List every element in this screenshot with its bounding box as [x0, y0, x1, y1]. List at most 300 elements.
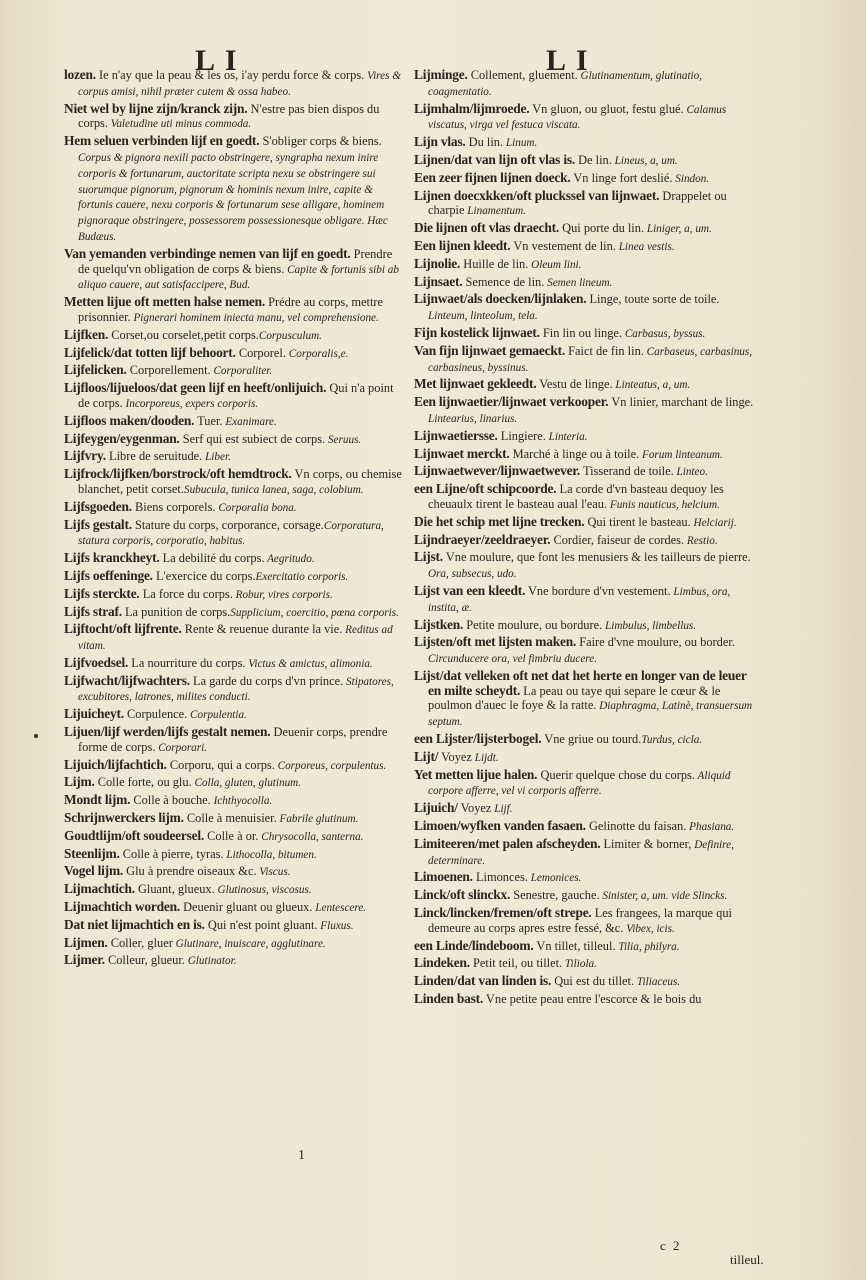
entry-latin: Corporalia bona. — [215, 501, 297, 514]
dictionary-entry — [414, 888, 754, 904]
dictionary-entry — [64, 918, 402, 934]
entry-latin: Restio. — [684, 534, 718, 547]
entry-french: Qui tirent le basteau. — [584, 514, 691, 529]
dictionary-entry — [414, 377, 754, 393]
entry-french: Les frangees, la marque qui demeure au corps apres estre fessé, &c. — [428, 906, 732, 935]
entry-headword: Lijfken. — [64, 326, 109, 342]
entry-latin: Ichthyocolla. — [210, 795, 273, 808]
right-column — [414, 68, 754, 1010]
entry-french: Colle forte, ou glu. — [94, 775, 192, 790]
left-column — [64, 68, 402, 971]
entry-french: Drappelet ou charpie — [428, 188, 727, 218]
entry-headword: Lijndraeyer/zeeldraeyer. — [414, 531, 551, 547]
entry-latin: Oleum lini. — [528, 258, 582, 271]
entry-latin: Linum. — [503, 137, 538, 150]
entry-latin: Reditus ad vitam. — [78, 624, 393, 653]
dictionary-entry — [64, 775, 402, 791]
entry-headword: Een lijnen kleedt. — [414, 237, 511, 253]
entry-headword: Goudtlijm/oft soudeersel. — [64, 827, 205, 843]
entry-headword: Limoen/wyfken vanden fasaen. — [414, 818, 586, 834]
dictionary-entry — [64, 900, 402, 916]
entry-latin: Colla, gluten, glutinum. — [191, 777, 302, 790]
entry-latin: Lemonices. — [527, 872, 582, 885]
entry-french: Corporel. — [235, 345, 286, 360]
dictionary-entry — [414, 68, 754, 100]
entry-headword: Lijfs straf. — [64, 603, 122, 619]
entry-headword: Dat niet lijmachtich en is. — [64, 916, 205, 932]
entry-french: Prendre de quelqu'vn obligation de corps & biens. — [78, 246, 393, 276]
entry-french: Vn gluon, ou gluot, festu glué. — [529, 101, 684, 116]
entry-french: Vn corps, ou chemise blanchet, petit corset. — [78, 467, 402, 496]
entry-latin: Vibex, icis. — [623, 922, 675, 935]
dictionary-entry — [64, 793, 402, 809]
dictionary-entry — [414, 533, 754, 549]
dictionary-entry — [64, 449, 402, 465]
entry-french: Deuenir gluant ou glueux. — [179, 900, 313, 915]
dictionary-entry — [414, 801, 754, 817]
entry-latin: Seruus. — [325, 433, 362, 446]
entry-latin: Pignerari hominem iniecta manu, vel comprehensione. — [130, 311, 379, 324]
entry-headword: Niet wel by lijne zijn/kranck zijn. — [64, 100, 248, 116]
dictionary-entry — [64, 432, 402, 448]
entry-headword: Lijfsgoeden. — [64, 498, 132, 514]
entry-headword: Vogel lijm. — [64, 863, 124, 879]
entry-latin: Forum linteanum. — [639, 448, 723, 461]
entry-headword: Lijnen doecxkken/oft pluckssel van lijnwaet. — [414, 187, 660, 203]
entry-french: Vestu de linge. — [536, 377, 613, 392]
entry-latin: Tiliaceus. — [634, 976, 681, 989]
entry-french: Colle à bouche. — [130, 793, 211, 808]
entry-headword: Lijstken. — [414, 616, 464, 632]
dictionary-entry — [64, 500, 402, 516]
entry-latin: Linteria. — [545, 430, 588, 443]
entry-french: Vn linge fort deslié. — [570, 170, 673, 185]
entry-french: La force du corps. — [139, 586, 233, 601]
dictionary-entry — [64, 363, 402, 379]
entry-french: Limiter & borner, — [600, 836, 692, 851]
dictionary-entry — [414, 171, 754, 187]
entry-french: Qui porte du lin. — [559, 221, 645, 236]
entry-latin: Lentescere. — [312, 902, 367, 915]
entry-french: Voyez — [438, 749, 472, 764]
dictionary-entry — [64, 707, 402, 723]
entry-latin: Lineus, a, um. — [611, 154, 678, 167]
entry-french: Vne griue ou tourd. — [541, 732, 642, 747]
entry-french: Corporellement. — [126, 363, 211, 378]
dictionary-entry — [414, 669, 754, 730]
entry-latin: Lijf. — [491, 803, 513, 816]
signature-mark: c 2 — [660, 1238, 682, 1253]
entry-latin: Tilia, philyra. — [615, 940, 680, 953]
entry-headword: Limiteeren/met palen afscheyden. — [414, 835, 601, 851]
entry-headword: Lijst/dat velleken oft net dat het herte en longer van de leuer en milte scheydt. — [414, 667, 747, 698]
dictionary-entry — [64, 518, 402, 550]
entry-french: Corpulence. — [123, 707, 188, 722]
entry-headword: Lijmachtich. — [64, 881, 135, 897]
entry-latin: Corporatura, statura corporis, corporatio, habitus. — [78, 519, 384, 548]
entry-headword: Lijnwaetwever/lijnwaetwever. — [414, 463, 581, 479]
dictionary-entry — [64, 551, 402, 567]
entry-latin: Lithocolla, bitumen. — [223, 848, 317, 861]
entry-headword: Lijfvoedsel. — [64, 654, 129, 670]
entry-headword: Lijm. — [64, 774, 95, 790]
dictionary-entry — [414, 257, 754, 273]
entry-french: L'exercice du corps. — [152, 568, 256, 583]
entry-headword: Linck/oft slinckx. — [414, 887, 511, 903]
entry-headword: Lijst. — [414, 549, 443, 565]
entry-french: Gelinotte du faisan. — [585, 819, 687, 834]
entry-french: Glu à prendre oiseaux &c. — [123, 864, 257, 879]
dictionary-entry — [64, 953, 402, 969]
entry-latin: Carbaseus, carbasinus, carbasineus, byssinus. — [428, 345, 753, 374]
entry-latin: Victus & amictus, alimonia. — [245, 657, 373, 670]
entry-headword: een Linde/lindeboom. — [414, 937, 534, 953]
entry-headword: Lijfloos/lijueloos/dat geen lijf en heeft/onlijuich. — [64, 380, 327, 396]
entry-french: Lingiere. — [497, 428, 546, 443]
dictionary-entry — [414, 292, 754, 324]
entry-headword: Linden/dat van linden is. — [414, 973, 552, 989]
entry-french: Qui n'a point de corps. — [78, 381, 394, 410]
entry-latin: Helciarij. — [690, 516, 737, 529]
entry-headword: Lijfwacht/lijfwachters. — [64, 672, 190, 688]
entry-latin: Supplicium, coercitio, pœna corporis. — [230, 606, 399, 619]
entry-headword: Lijfloos maken/dooden. — [64, 412, 195, 428]
entry-headword: Lijnwaet merckt. — [414, 445, 510, 461]
entry-latin: Viscus. — [256, 866, 291, 879]
catchword: tilleul. — [730, 1252, 764, 1267]
entry-headword: Lijfvry. — [64, 448, 106, 464]
entry-headword: Lijfeygen/eygenman. — [64, 430, 180, 446]
entry-french: La peau ou taye qui separe le cœur & le poulmon d'auec le foye & la ratte. — [428, 683, 721, 713]
dictionary-entry — [414, 939, 754, 955]
dictionary-entry — [64, 328, 402, 344]
entry-latin: Funis nauticus, helcium. — [607, 498, 720, 511]
entry-latin: Valetudine uti minus commoda. — [107, 118, 252, 131]
entry-french: Querir quelque chose du corps. — [537, 767, 695, 782]
dictionary-entry — [64, 134, 402, 245]
dictionary-entry — [414, 102, 754, 134]
entry-latin: Carbasus, byssus. — [622, 327, 706, 340]
dictionary-entry — [64, 295, 402, 326]
entry-headword: Lijfelick/dat totten lijf behoort. — [64, 344, 236, 360]
entry-latin: Aegritudo. — [264, 553, 315, 566]
entry-latin: Turdus, cicla. — [641, 734, 703, 747]
dictionary-entry — [414, 395, 754, 427]
entry-french: Coller, gluer — [107, 935, 173, 950]
entry-latin: Liber. — [202, 451, 231, 464]
dictionary-entry — [414, 956, 754, 972]
entry-french: Collement, gluement. — [467, 68, 578, 82]
dictionary-entry — [414, 732, 754, 748]
entry-french: Corporu, qui a corps. — [166, 757, 275, 772]
entry-latin: Robur, vires corporis. — [232, 588, 333, 601]
entry-headword: Linden bast. — [414, 991, 484, 1007]
entry-headword: Een lijnwaetier/lijnwaet verkooper. — [414, 394, 609, 410]
entry-latin: Subucula, tunica lanea, saga, colobium. — [183, 483, 364, 496]
entry-headword: Van yemanden verbindinge nemen van lijf en goedt. — [64, 245, 351, 261]
entry-headword: Lijnen/dat van lijn oft vlas is. — [414, 151, 576, 167]
entry-headword: Metten lijue oft metten halse nemen. — [64, 294, 266, 310]
entry-headword: Hem seluen verbinden lijf en goedt. — [64, 133, 260, 149]
dictionary-entry — [64, 936, 402, 952]
entry-latin: Fabrile glutinum. — [276, 813, 359, 826]
dictionary-entry — [414, 819, 754, 835]
entry-latin: Lintearius, linarius. — [428, 412, 518, 425]
entry-french: Vne moulure, que font les menusiers & les tailleurs de pierre. — [442, 550, 751, 565]
entry-french: Marché à linge ou à toile. — [509, 446, 640, 461]
entry-latin: Sinister, a, um. vide Slincks. — [599, 890, 728, 903]
entry-headword: Linck/lincken/fremen/oft strepe. — [414, 905, 592, 921]
ink-spot — [34, 734, 38, 738]
entry-latin: Linteo. — [673, 466, 708, 479]
entry-headword: een Lijster/lijsterbogel. — [414, 731, 542, 747]
entry-headword: Een zeer fijnen lijnen doeck. — [414, 169, 571, 185]
entry-headword: Met lijnwaet gekleedt. — [414, 376, 537, 392]
entry-french: Limonces. — [472, 870, 528, 885]
entry-french: Fin lin ou linge. — [539, 325, 623, 340]
entry-headword: Lijnwaet/als doecken/lijnlaken. — [414, 291, 587, 307]
entry-latin: Glutinare, inuiscare, agglutinare. — [172, 937, 326, 950]
entry-french: Colle à menuisier. — [183, 811, 277, 826]
dictionary-entry — [414, 221, 754, 237]
dictionary-entry — [414, 447, 754, 463]
dictionary-entry — [414, 464, 754, 480]
entry-latin: Circunducere ora, vel fimbriu ducere. — [428, 653, 598, 666]
entry-french: La debilité du corps. — [159, 551, 265, 566]
entry-french: Cordier, faiseur de cordes. — [550, 532, 685, 547]
entry-latin: Incorporeus, expers corporis. — [122, 397, 259, 410]
dictionary-entry — [414, 768, 754, 800]
entry-latin: Aliquid corpore afferre, vel vi corporis afferre. — [428, 769, 731, 798]
entry-french: Vn tillet, tilleul. — [533, 938, 616, 953]
dictionary-entry — [64, 346, 402, 362]
dictionary-entry — [64, 864, 402, 880]
entry-headword: Lijfs oeffeninge. — [64, 567, 153, 583]
entry-latin: Chrysocolla, santerna. — [258, 830, 364, 843]
entry-headword: Van fijn lijnwaet gemaeckt. — [414, 342, 566, 358]
dictionary-entry — [414, 870, 754, 886]
dictionary-entry — [64, 381, 402, 412]
entry-latin: Corpus & pignora nexili pacto obstringere, syngrapha nexum inire corporis & fortunarum, auctoritate scripta nexu se obstringere sui suorumque pignorum, pignorum & hominis nexum inire, capite & fortunis cauere, nexu corporis & fortunarum sese alligare, hominem pignoraque obstringere, possessorem possessionesque obligare. Hæc Budæus. — [78, 151, 388, 243]
entry-french: Qui n'est point gluant. — [204, 917, 318, 932]
entry-french: S'obliger corps & biens. — [259, 134, 382, 149]
entry-french: Gluant, glueux. — [134, 882, 215, 897]
dictionary-entry — [414, 837, 754, 869]
dictionary-entry — [64, 656, 402, 672]
entry-headword: Lijfelicken. — [64, 362, 127, 378]
entry-latin: Corporeus, corpulentus. — [274, 759, 387, 772]
right-running-head: L I — [546, 44, 590, 77]
entry-headword: Lijt/ — [414, 748, 439, 764]
dictionary-entry — [414, 275, 754, 291]
entry-latin: Semen lineum. — [544, 276, 613, 289]
entry-french: Voyez — [457, 801, 492, 816]
dictionary-entry — [64, 882, 402, 898]
dictionary-entry — [414, 326, 754, 342]
footer-mark: 1 — [298, 1148, 305, 1163]
entry-headword: Lijfs gestalt. — [64, 516, 132, 532]
entry-french: Vne petite peau entre l'escorce & le bois du — [483, 992, 702, 1007]
entry-french: Prédre au corps, mettre prisonnier. — [78, 295, 384, 324]
entry-latin: Tiliola. — [562, 958, 597, 971]
entry-french: Tuer. — [194, 413, 223, 428]
dictionary-entry — [414, 974, 754, 990]
entry-french: Qui est du tillet. — [551, 974, 635, 989]
entry-headword: Lijuich/lijfachtich. — [64, 756, 167, 772]
entry-headword: Lijmachtich worden. — [64, 899, 180, 915]
dictionary-entry — [64, 829, 402, 845]
entry-latin: Corpusculum. — [258, 329, 322, 342]
entry-headword: Lijmen. — [64, 934, 108, 950]
entry-latin: Glutinator. — [184, 955, 237, 968]
entry-headword: Lijnolie. — [414, 255, 461, 271]
entry-latin: Linteatus, a, um. — [612, 379, 691, 392]
entry-headword: Steenlijm. — [64, 845, 120, 861]
entry-latin: Ora, subsecus, udo. — [428, 568, 517, 581]
entry-headword: Limoenen. — [414, 869, 473, 885]
entry-latin: Linea vestis. — [615, 240, 675, 253]
entry-french: Faict de fin lin. — [565, 343, 644, 358]
entry-french: Semence de lin. — [462, 274, 545, 289]
entry-french: Vn vestement de lin. — [510, 238, 616, 253]
entry-latin: Glutinamentum, glutinatio, coagmentatio. — [428, 70, 703, 98]
dictionary-entry — [414, 618, 754, 634]
entry-latin: Corporalis,e. — [285, 347, 349, 360]
entry-headword: Die het schip met lijne trecken. — [414, 513, 585, 529]
entry-headword: Lijuicheyt. — [64, 706, 124, 722]
dictionary-entry — [414, 239, 754, 255]
entry-latin: Corporaliter. — [210, 365, 273, 378]
entry-headword: Yet metten lijue halen. — [414, 766, 538, 782]
entry-headword: Schrijnwerckers lijm. — [64, 810, 184, 826]
entry-french: La punition de corps. — [121, 604, 231, 619]
entry-latin: Limbulus, limbellus. — [602, 619, 697, 632]
entry-headword: Lijfs sterckte. — [64, 585, 140, 601]
entry-headword: Lijst van een kleedt. — [414, 582, 526, 598]
entry-french: Serf qui est subiect de corps. — [179, 431, 326, 446]
entry-french: Linge, toute sorte de toile. — [586, 292, 720, 307]
entry-headword: Lijsten/oft met lijsten maken. — [414, 634, 577, 650]
entry-headword: Fijn kostelick lijnwaet. — [414, 324, 540, 340]
dictionary-entry — [414, 515, 754, 531]
entry-latin: Calamus viscatus, virga vel festuca viscata. — [428, 103, 727, 132]
entry-latin: Linteum, linteolum, tela. — [428, 310, 538, 323]
entry-latin: Exercitatio corporis. — [255, 570, 349, 583]
dictionary-entry — [414, 635, 754, 667]
entry-latin: Sindon. — [672, 172, 710, 185]
entry-latin: Definire, determinare. — [428, 838, 734, 867]
entry-headword: Lijmhalm/lijmroede. — [414, 100, 530, 116]
entry-french: La garde du corps d'vn prince. — [189, 673, 344, 688]
entry-headword: een Lijne/oft schipcoorde. — [414, 481, 557, 497]
entry-latin: Vires & corpus amisi, nihil præter cutem & ossa habeo. — [78, 70, 401, 98]
entry-latin: Liniger, a, um. — [644, 223, 712, 236]
entry-latin: Capite & fortunis sibi ab aliquo cauere, aut satisfaccipere, Bud. — [78, 263, 399, 292]
dictionary-entry — [64, 622, 402, 654]
entry-french: Vn linier, marchant de linge. — [608, 395, 754, 410]
entry-french: Tisserand de toile. — [580, 464, 674, 479]
dictionary-entry — [64, 68, 402, 100]
entry-latin: Exanimare. — [222, 415, 277, 428]
left-running-head: L I — [195, 44, 239, 77]
entry-headword: Lijn vlas. — [414, 134, 466, 150]
entry-latin: Limbus, ora, instita, æ. — [428, 585, 731, 614]
entry-french: Libre de seruitude. — [105, 449, 203, 464]
dictionary-entry — [414, 135, 754, 151]
entry-headword: Lijuich/ — [414, 800, 458, 816]
dictionary-entry — [64, 725, 402, 756]
entry-french: N'estre pas bien dispos du corps. — [78, 101, 380, 131]
dictionary-entry — [414, 189, 754, 220]
dictionary-entry — [414, 344, 754, 376]
entry-latin: Glutinosus, viscosus. — [214, 884, 312, 897]
dictionary-entry — [414, 992, 754, 1008]
dictionary-entry — [64, 811, 402, 827]
entry-headword: Lijnsaet. — [414, 273, 463, 289]
entry-french: Faire d'vne moulure, ou border. — [576, 635, 735, 650]
entry-headword: Lijminge. — [414, 67, 468, 82]
entry-latin: Phasiana. — [686, 821, 735, 834]
entry-french: Ie n'ay que la peau & les os, i'ay perdu force & corps. — [95, 68, 365, 82]
entry-latin: Corpulentia. — [187, 709, 247, 722]
entry-latin: Diaphragma, Latinè, transuersum septum. — [428, 700, 753, 729]
entry-headword: Die lijnen oft vlas draecht. — [414, 220, 560, 236]
dictionary-entry — [64, 569, 402, 585]
dictionary-entry — [414, 750, 754, 766]
entry-headword: Lijftocht/oft lijfrente. — [64, 621, 182, 637]
entry-headword: Lijfs kranckheyt. — [64, 550, 160, 566]
dictionary-entry — [64, 674, 402, 706]
entry-french: Senestre, gauche. — [510, 888, 600, 903]
dictionary-entry — [64, 414, 402, 430]
entry-latin: Linamentum. — [464, 205, 526, 218]
entry-french: Vne bordure d'vn vestement. — [525, 583, 671, 598]
entry-french: La corde d'vn basteau dequoy les cheuaulx tirent le basteau aual l'eau. — [428, 482, 724, 511]
entry-french: Stature du corps, corporance, corsage. — [131, 517, 324, 532]
entry-french: La nourriture du corps. — [128, 655, 246, 670]
dictionary-entry — [64, 605, 402, 621]
entry-headword: lozen. — [64, 67, 96, 82]
entry-french: Colleur, glueur. — [104, 953, 185, 968]
dictionary-entry — [414, 550, 754, 582]
dictionary-entry — [64, 587, 402, 603]
dictionary-entry — [414, 906, 754, 937]
entry-french: Colle à pierre, tyras. — [119, 846, 224, 861]
dictionary-entry — [64, 758, 402, 774]
dictionary-entry — [64, 847, 402, 863]
dictionary-entry — [414, 429, 754, 445]
entry-headword: Lijnwaetiersse. — [414, 427, 498, 443]
dictionary-entry — [414, 482, 754, 513]
entry-french: Colle à or. — [204, 828, 259, 843]
entry-headword: Lijmer. — [64, 952, 105, 968]
entry-french: Du lin. — [465, 135, 504, 150]
dictionary-entry — [64, 102, 402, 133]
entry-french: Petit teil, ou tillet. — [469, 956, 563, 971]
entry-latin: Stipatores, excubitores, latrones, milites conducti. — [78, 675, 394, 704]
entry-french: De lin. — [575, 152, 612, 167]
entry-headword: Lindeken. — [414, 955, 470, 971]
entry-latin: Lijdt. — [471, 751, 499, 764]
entry-french: Biens corporels. — [131, 499, 216, 514]
entry-french: Rente & reuenue durante la vie. — [181, 622, 343, 637]
entry-french: Corset,ou corselet,petit corps. — [108, 327, 259, 342]
entry-french: Huille de lin. — [460, 256, 529, 271]
dictionary-entry — [64, 467, 402, 498]
entry-headword: Mondt lijm. — [64, 792, 131, 808]
entry-latin: Fluxus. — [317, 919, 354, 932]
entry-french: Deuenir corps, prendre forme de corps. — [78, 725, 388, 754]
